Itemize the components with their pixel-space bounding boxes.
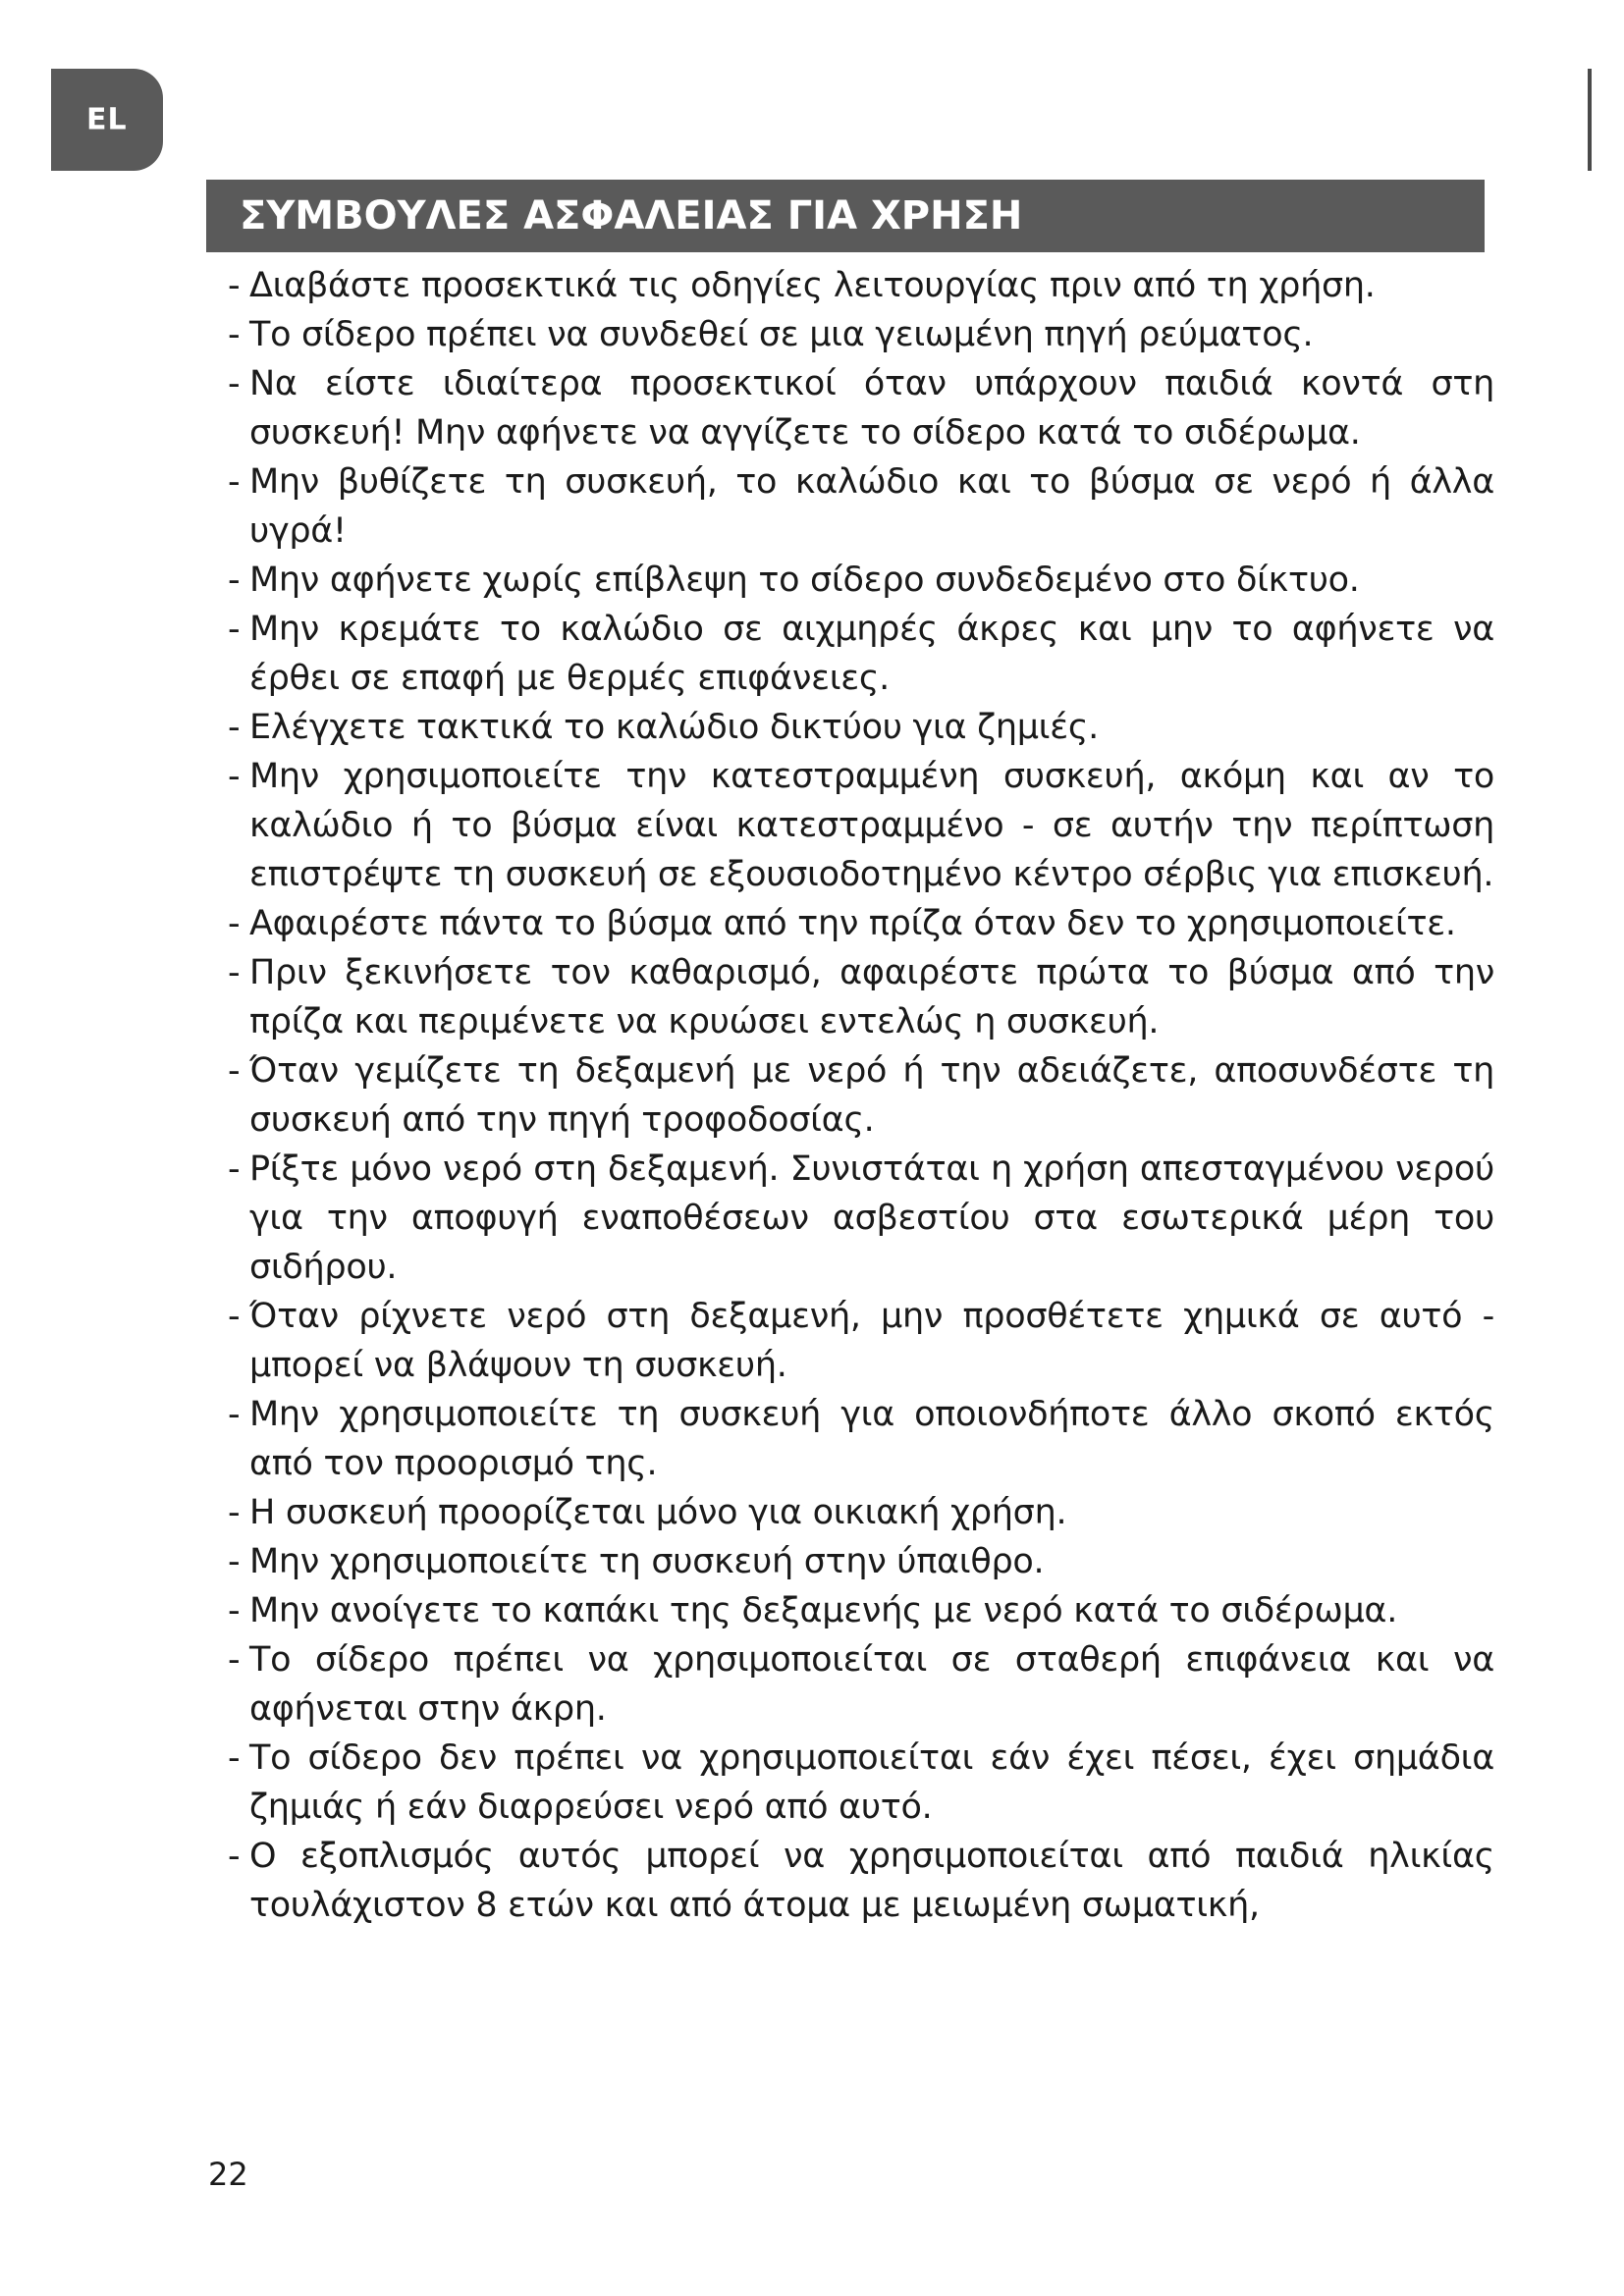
safety-tip-text: Μην χρησιμοποιείτε τη συσκευή για οποιονδήποτε άλλο σκοπό εκτός από τον προορισμό της. <box>249 1395 1494 1483</box>
safety-tip-item <box>228 1734 1494 1832</box>
section-title: ΣΥΜΒΟΥΛΕΣ ΑΣΦΑΛΕΙΑΣ ΓΙΑ ΧΡΗΣΗ <box>240 193 1023 239</box>
safety-tip-text: Ρίξτε μόνο νερό στη δεξαμενή. Συνιστάται η χρήση απεσταγμένου νερού για την αποφυγή εναποθέσεων ασβεστίου στα εσωτερικά μέρη του σιδήρου. <box>249 1149 1494 1287</box>
safety-tip-text: Μην ανοίγετε το καπάκι της δεξαμενής με νερό κατά το σιδέρωμα. <box>249 1591 1398 1630</box>
bullet-dash: - <box>228 1493 241 1532</box>
bullet-dash: - <box>228 462 241 502</box>
bullet-dash: - <box>228 1738 241 1778</box>
safety-tip-text: Όταν γεμίζετε τη δεξαμενή με νερό ή την αδειάζετε, αποσυνδέστε τη συσκευή από την πηγή τροφοδοσίας. <box>249 1051 1494 1140</box>
safety-tip-item <box>228 948 1494 1046</box>
safety-tip-item <box>228 1046 1494 1145</box>
bullet-dash: - <box>228 708 241 747</box>
safety-tip-text: Όταν ρίχνετε νερό στη δεξαμενή, μην προσθέτετε χημικά σε αυτό - μπορεί να βλάψουν τη συσκευή. <box>249 1297 1494 1385</box>
page-edge-marker <box>1588 69 1592 171</box>
bullet-dash: - <box>228 610 241 649</box>
bullet-dash: - <box>228 904 241 943</box>
bullet-dash: - <box>228 561 241 600</box>
safety-tip-text: Μην βυθίζετε τη συσκευή, το καλώδιο και το βύσμα σε νερό ή άλλα υγρά! <box>249 462 1494 551</box>
bullet-dash: - <box>228 1051 241 1091</box>
safety-tip-text: Το σίδερο πρέπει να χρησιμοποιείται σε σταθερή επιφάνεια και να αφήνεται στην άκρη. <box>249 1640 1494 1729</box>
safety-tip-item <box>228 1488 1494 1537</box>
safety-tip-text: Η συσκευή προορίζεται μόνο για οικιακή χρήση. <box>249 1493 1067 1532</box>
safety-tip-text: Το σίδερο πρέπει να συνδεθεί σε μια γειωμένη πηγή ρεύματος. <box>249 315 1314 354</box>
safety-tip-item <box>228 1586 1494 1635</box>
safety-tip-text: Μην κρεμάτε το καλώδιο σε αιχμηρές άκρες και μην το αφήνετε να έρθει σε επαφή με θερμές επιφάνειες. <box>249 610 1494 698</box>
safety-tip-item <box>228 1832 1494 1930</box>
bullet-dash: - <box>228 1149 241 1189</box>
safety-tip-item <box>228 1537 1494 1586</box>
safety-tip-item <box>228 1292 1494 1390</box>
safety-tip-item <box>228 899 1494 948</box>
bullet-dash: - <box>228 953 241 992</box>
safety-tip-item <box>228 457 1494 556</box>
bullet-dash: - <box>228 1640 241 1680</box>
bullet-dash: - <box>228 1542 241 1581</box>
safety-tip-text: Το σίδερο δεν πρέπει να χρησιμοποιείται εάν έχει πέσει, έχει σημάδια ζημιάς ή εάν διαρρεύσει νερό από αυτό. <box>249 1738 1494 1827</box>
safety-tip-item <box>228 261 1494 310</box>
section-header <box>206 180 1485 252</box>
safety-tip-text: Διαβάστε προσεκτικά τις οδηγίες λειτουργίας πριν από τη χρήση. <box>249 266 1376 305</box>
safety-tip-text: Ο εξοπλισμός αυτός μπορεί να χρησιμοποιείται από παιδιά ηλικίας τουλάχιστον 8 ετών και από άτομα με μειωμένη σωματική, <box>249 1837 1494 1925</box>
safety-tip-text: Μην αφήνετε χωρίς επίβλεψη το σίδερο συνδεδεμένο στο δίκτυο. <box>249 561 1360 600</box>
language-tab <box>51 69 163 171</box>
page-number: 22 <box>208 2156 248 2193</box>
bullet-dash: - <box>228 315 241 354</box>
bullet-dash: - <box>228 1297 241 1336</box>
safety-tips-list <box>228 261 1494 1930</box>
language-tab-label: EL <box>86 102 128 137</box>
bullet-dash: - <box>228 1591 241 1630</box>
bullet-dash: - <box>228 364 241 403</box>
safety-tip-item <box>228 1145 1494 1292</box>
safety-tip-text: Ελέγχετε τακτικά το καλώδιο δικτύου για ζημιές. <box>249 708 1099 747</box>
bullet-dash: - <box>228 757 241 796</box>
safety-tip-item <box>228 556 1494 605</box>
bullet-dash: - <box>228 1837 241 1876</box>
safety-tip-item <box>228 359 1494 457</box>
safety-tip-item <box>228 310 1494 359</box>
bullet-dash: - <box>228 1395 241 1434</box>
safety-tip-item <box>228 1635 1494 1734</box>
bullet-dash: - <box>228 266 241 305</box>
safety-tip-item <box>228 1390 1494 1488</box>
safety-tip-item <box>228 752 1494 899</box>
safety-tip-text: Μην χρησιμοποιείτε την κατεστραμμένη συσκευή, ακόμη και αν το καλώδιο ή το βύσμα είναι κατεστραμμένο - σε αυτήν την περίπτωση επιστρέψτε τη συσκευή σε εξουσιοδοτημένο κέντρο σέρβις για επισκευή. <box>249 757 1494 894</box>
safety-tip-item <box>228 605 1494 703</box>
safety-tip-text: Πριν ξεκινήσετε τον καθαρισμό, αφαιρέστε πρώτα το βύσμα από την πρίζα και περιμένετε να κρυώσει εντελώς η συσκευή. <box>249 953 1494 1041</box>
safety-tip-text: Αφαιρέστε πάντα το βύσμα από την πρίζα όταν δεν το χρησιμοποιείτε. <box>249 904 1456 943</box>
safety-tip-item <box>228 703 1494 752</box>
safety-tip-text: Μην χρησιμοποιείτε τη συσκευή στην ύπαιθρο. <box>249 1542 1045 1581</box>
safety-tip-text: Να είστε ιδιαίτερα προσεκτικοί όταν υπάρχουν παιδιά κοντά στη συσκευή! Μην αφήνετε να αγγίζετε το σίδερο κατά το σιδέρωμα. <box>249 364 1494 453</box>
